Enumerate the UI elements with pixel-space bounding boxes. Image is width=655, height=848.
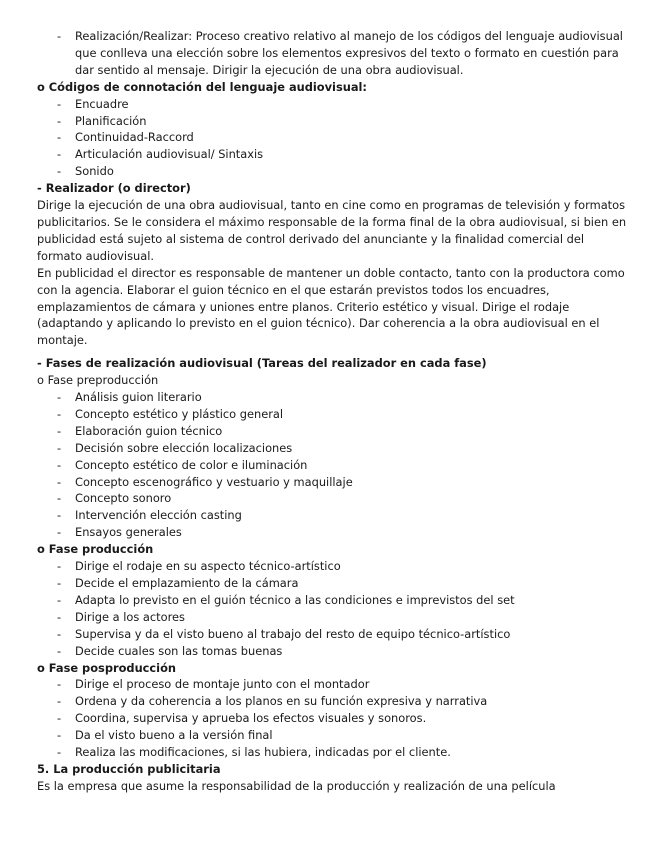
list-item-text: Realiza las modificaciones, si las hubiera, indicadas por el cliente.	[75, 745, 451, 760]
list-item	[37, 96, 617, 113]
list-dash: -	[57, 626, 62, 641]
paragraph-line: con la agencia. Elaborar el guion técnico en el que estarán previstos todos los encuadres,	[37, 282, 550, 297]
list-dash: -	[57, 609, 62, 624]
intro-line: dar sentido al mensaje. Dirigir la ejecución de una obra audiovisual.	[75, 62, 464, 77]
list-item	[37, 558, 617, 575]
director-heading: - Realizador (o director)	[37, 181, 191, 196]
list-item	[37, 507, 617, 524]
paragraph-line: publicidad está sujeto al sistema de control derivado del anunciante y la finalidad comercial del	[37, 231, 585, 246]
paragraph-line: Dirige la ejecución de una obra audiovisual, tanto en cine como en programas de televisión y formatos	[37, 198, 626, 213]
list-item-text: Encuadre	[75, 96, 129, 111]
list-item-text: Continuidad-Raccord	[75, 130, 194, 145]
list-item-text: Dirige a los actores	[75, 609, 185, 624]
list-dash: -	[57, 474, 62, 489]
list-dash: -	[57, 694, 62, 709]
list-item	[37, 457, 617, 474]
list-dash: -	[57, 508, 62, 523]
list-item	[37, 643, 617, 660]
list-dash: -	[57, 457, 62, 472]
list-item-text: Supervisa y da el visto bueno al trabajo del resto de equipo técnico-artístico	[75, 626, 511, 641]
list-item-text: Concepto escenográfico y vestuario y maquillaje	[75, 474, 353, 489]
list-item	[37, 693, 617, 710]
list-item-text: Dirige el rodaje en su aspecto técnico-artístico	[75, 559, 341, 574]
section-heading: 5. La producción publicitaria	[37, 761, 221, 776]
list-dash: -	[57, 643, 62, 658]
list-item	[37, 490, 617, 507]
list-dash: -	[57, 491, 62, 506]
list-item	[37, 575, 617, 592]
list-dash: -	[57, 559, 62, 574]
list-dash: -	[57, 677, 62, 692]
list-dash: -	[57, 406, 62, 421]
paragraph-line: Es la empresa que asume la responsabilidad de la producción y realización de una película	[37, 778, 556, 793]
list-dash: -	[57, 711, 62, 726]
list-item-text: Ensayos generales	[75, 525, 182, 540]
production-phase-heading: o Fase producción	[37, 542, 154, 557]
list-item-text: Articulación audiovisual/ Sintaxis	[75, 147, 264, 162]
list-dash: -	[57, 576, 62, 590]
list-item-text: Sonido	[75, 164, 114, 179]
list-item-text: Concepto estético de color e iluminación	[75, 457, 308, 472]
list-item	[37, 592, 617, 609]
list-item-text: Coordina, supervisa y aprueba los efectos visuales y sonoros.	[75, 711, 427, 726]
list-dash: -	[57, 164, 62, 179]
paragraph-line: (adaptando y aplicando lo previsto en el guion técnico). Dar coherencia a la obra audiovisual en el	[37, 316, 600, 331]
list-item-text: Intervención elección casting	[75, 508, 242, 523]
list-dash: -	[57, 113, 62, 128]
list-item	[37, 146, 617, 163]
list-item	[37, 727, 617, 744]
list-item	[37, 474, 617, 491]
list-dash: -	[57, 29, 62, 43]
codes-heading: o Códigos de connotación del lenguaje audiovisual:	[37, 79, 367, 94]
list-item	[37, 389, 617, 406]
list-item	[37, 423, 617, 440]
intro-line: Realización/Realizar: Proceso creativo relativo al manejo de los códigos del lenguaje audiovisual	[75, 29, 623, 43]
list-item	[37, 28, 623, 45]
list-dash: -	[57, 440, 62, 455]
list-item	[37, 113, 617, 130]
intro-line: que conlleva una elección sobre los elementos expresivos del texto o formato en cuestión para	[75, 45, 619, 60]
list-item-text: Dirige el proceso de montaje junto con el montador	[75, 677, 370, 692]
list-item	[37, 626, 617, 643]
list-item-text: Decide el emplazamiento de la cámara	[75, 576, 299, 590]
list-item	[37, 129, 617, 146]
list-dash: -	[57, 130, 62, 145]
list-item	[37, 406, 617, 423]
list-item	[37, 440, 617, 457]
list-item-text: Análisis guion literario	[75, 390, 202, 405]
preproduction-heading: o Fase preproducción	[37, 373, 159, 388]
list-dash: -	[57, 147, 62, 162]
list-dash: -	[57, 728, 62, 743]
paragraph-line: formato audiovisual.	[37, 248, 154, 263]
list-item	[37, 710, 617, 727]
list-item	[37, 524, 617, 541]
list-item	[37, 676, 617, 693]
postproduction-heading: o Fase posproducción	[37, 660, 177, 675]
list-item-text: Ordena y da coherencia a los planos en su función expresiva y narrativa	[75, 694, 488, 709]
list-item	[37, 744, 617, 761]
paragraph-line: En publicidad el director es responsable de mantener un doble contacto, tanto con la productora como	[37, 265, 625, 280]
list-dash: -	[57, 423, 62, 438]
list-dash: -	[57, 525, 62, 540]
list-item	[37, 163, 617, 180]
paragraph-line: emplazamientos de cámara y uniones entre planos. Criterio estético y visual. Dirige el rodaje	[37, 299, 570, 314]
list-item-text: Planificación	[75, 113, 147, 128]
list-item-text: Decide cuales son las tomas buenas	[75, 643, 283, 658]
phases-heading: - Fases de realización audiovisual (Tareas del realizador en cada fase)	[37, 356, 487, 371]
list-dash: -	[57, 592, 62, 607]
list-dash: -	[57, 96, 62, 111]
list-item-text: Concepto sonoro	[75, 491, 172, 506]
list-item-text: Da el visto bueno a la versión final	[75, 728, 273, 743]
list-item-text: Adapta lo previsto en el guión técnico a las condiciones e imprevistos del set	[75, 592, 515, 607]
paragraph-line: publicitarios. Se le considera el máximo responsable de la forma final de la obra audiovisual, si bien en	[37, 214, 627, 229]
list-item-text: Concepto estético y plástico general	[75, 406, 284, 421]
list-dash: -	[57, 745, 62, 760]
list-item-text: Elaboración guion técnico	[75, 423, 223, 438]
list-dash: -	[57, 390, 62, 405]
list-item	[37, 609, 617, 626]
list-item-text: Decisión sobre elección localizaciones	[75, 440, 293, 455]
paragraph-line: montaje.	[37, 333, 88, 348]
